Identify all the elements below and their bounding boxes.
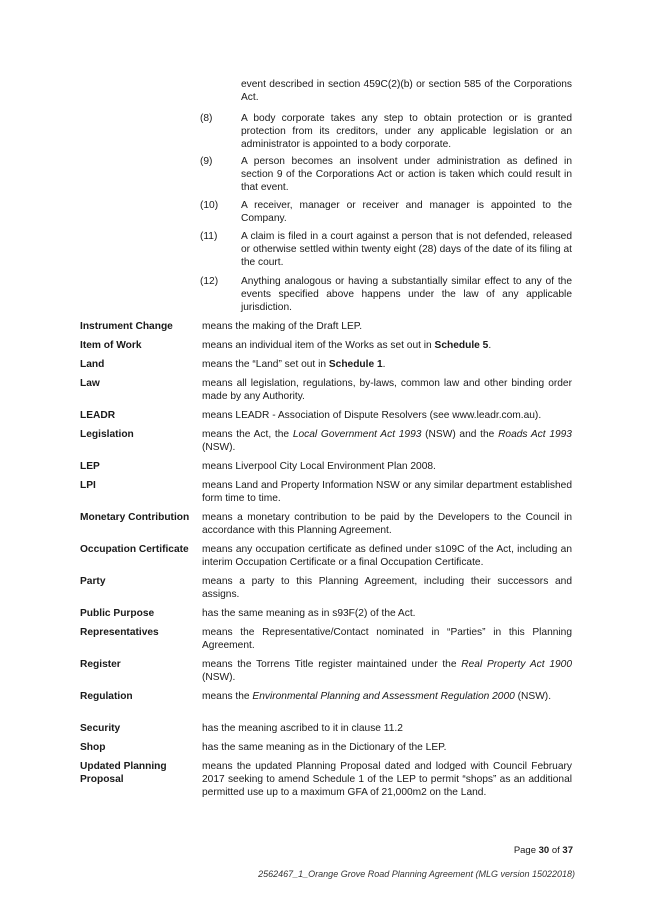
definition-meaning: means the Representative/Contact nominated in “Parties” in this Planning Agreement. <box>202 627 572 651</box>
definition-term: Regulation <box>80 691 133 702</box>
definition-regulation <box>80 690 572 703</box>
definition-meaning: means the “Land” set out in Schedule 1. <box>202 359 386 370</box>
subclause-text: A person becomes an insolvent under administration as defined in section 9 of the Corporations Act or action is taken which could result in that event. <box>241 156 572 193</box>
definition-meaning: means any occupation certificate as defined under s109C of the Act, including an interim Occupation Certificate or a final Occupation Certificate. <box>202 544 572 568</box>
definition-meaning: means all legislation, regulations, by-laws, common law and other binding order made by any Authority. <box>202 378 572 402</box>
definition-term: Occupation Certificate <box>80 544 189 555</box>
definition-leadr <box>80 409 572 422</box>
continuation-text: event described in section 459C(2)(b) or section 585 of the Corporations Act. <box>241 79 572 103</box>
definition-land <box>80 358 572 371</box>
act-title: Local Government Act 1993 <box>292 429 422 440</box>
definition-term: Instrument Change <box>80 321 173 332</box>
document-footer: 2562467_1_Orange Grove Road Planning Agreement (MLG version 15022018) <box>258 869 575 879</box>
subclause-number: (11) <box>200 231 218 242</box>
definition-item-of-work <box>80 339 572 352</box>
act-title: Environmental Planning and Assessment Regulation 2000 <box>252 691 515 702</box>
page-number: Page 30 of 37 <box>513 845 573 856</box>
definition-term: Legislation <box>80 429 134 440</box>
definition-party <box>80 575 572 601</box>
definition-term: Public Purpose <box>80 608 155 619</box>
definition-meaning: means LEADR - Association of Dispute Resolvers (see www.leadr.com.au). <box>202 410 542 421</box>
definition-occupation-certificate <box>80 543 572 569</box>
subclause-10 <box>200 199 572 225</box>
definition-meaning: has the same meaning as in the Dictionary of the LEP. <box>202 742 447 753</box>
act-title: Roads Act 1993 <box>498 429 572 440</box>
definition-term: LEP <box>80 461 100 472</box>
definition-term: Register <box>80 659 121 670</box>
definition-term: Monetary Contribution <box>80 512 190 523</box>
subclause-text: A claim is filed in a court against a person that is not defended, released or otherwise settled within twenty eight (28) days of the date of its filing at the court. <box>241 231 572 268</box>
subclause-number: (8) <box>200 113 213 124</box>
subclause-11 <box>200 230 572 269</box>
definition-meaning: means the making of the Draft LEP. <box>202 321 363 332</box>
definition-security <box>80 722 572 735</box>
definition-representatives <box>80 626 572 652</box>
definition-meaning: means a monetary contribution to be paid by the Developers to the Council in accordance with this Planning Agreement. <box>202 512 572 536</box>
definition-term: Updated Planning Proposal <box>80 761 167 785</box>
definition-meaning: means Liverpool City Local Environment Plan 2008. <box>202 461 436 472</box>
definition-meaning: has the same meaning as in s93F(2) of the Act. <box>202 608 416 619</box>
subclause-9 <box>200 155 572 194</box>
definition-term: LPI <box>80 480 96 491</box>
definition-meaning: means an individual item of the Works as set out in Schedule 5. <box>202 340 492 351</box>
definition-term: LEADR <box>80 410 116 421</box>
definition-updated-planning-proposal <box>80 760 572 799</box>
definition-monetary-contribution <box>80 511 572 537</box>
definition-shop <box>80 741 572 754</box>
definition-meaning: has the meaning ascribed to it in clause 11.2 <box>202 723 403 734</box>
subclause-text: Anything analogous or having a substantially similar effect to any of the events specified above happens under the law of any applicable jurisdiction. <box>241 276 572 313</box>
schedule-reference: Schedule 1 <box>328 359 383 370</box>
definition-term: Security <box>80 723 121 734</box>
definition-lep <box>80 460 572 473</box>
definition-instrument-change <box>80 320 572 333</box>
subclause-text: A body corporate takes any step to obtain protection or is granted protection from its creditors, under any applicable legislation or an administrator is appointed to a body corporate. <box>241 113 572 150</box>
definition-meaning: means the updated Planning Proposal dated and lodged with Council February 2017 seeking to amend Schedule 1 of the LEP to permit “shops” as an additional permitted use up to a maximum GFA of 21,000m2 on the Land. <box>202 761 572 798</box>
definition-term: Land <box>80 359 105 370</box>
definition-term: Party <box>80 576 106 587</box>
definition-public-purpose <box>80 607 572 620</box>
subclause-8 <box>200 112 572 151</box>
subclause-text: A receiver, manager or receiver and manager is appointed to the Company. <box>241 200 572 224</box>
definition-register <box>80 658 572 684</box>
definition-legislation <box>80 428 572 454</box>
subclause-number: (9) <box>200 156 213 167</box>
definition-meaning: means a party to this Planning Agreement, including their successors and assigns. <box>202 576 572 600</box>
definition-lpi <box>80 479 572 505</box>
definition-meaning: means the Environmental Planning and Assessment Regulation 2000 (NSW). <box>202 691 552 702</box>
subclause-number: (10) <box>200 200 219 211</box>
definition-term: Shop <box>80 742 106 753</box>
definition-meaning: means Land and Property Information NSW or any similar department established form time to time. <box>202 480 572 504</box>
act-title: Real Property Act 1900 <box>461 659 572 670</box>
definition-term: Item of Work <box>80 340 142 351</box>
definition-meaning: means the Act, the Local Government Act 1993 (NSW) and the Roads Act 1993 (NSW). <box>202 429 572 453</box>
subclause-number: (12) <box>200 276 219 287</box>
subclause-12 <box>200 275 572 314</box>
schedule-reference: Schedule 5 <box>434 340 489 351</box>
definition-law <box>80 377 572 403</box>
definition-term: Law <box>80 378 100 389</box>
definition-term: Representatives <box>80 627 159 638</box>
definition-meaning: means the Torrens Title register maintained under the Real Property Act 1900 (NSW). <box>202 659 572 683</box>
